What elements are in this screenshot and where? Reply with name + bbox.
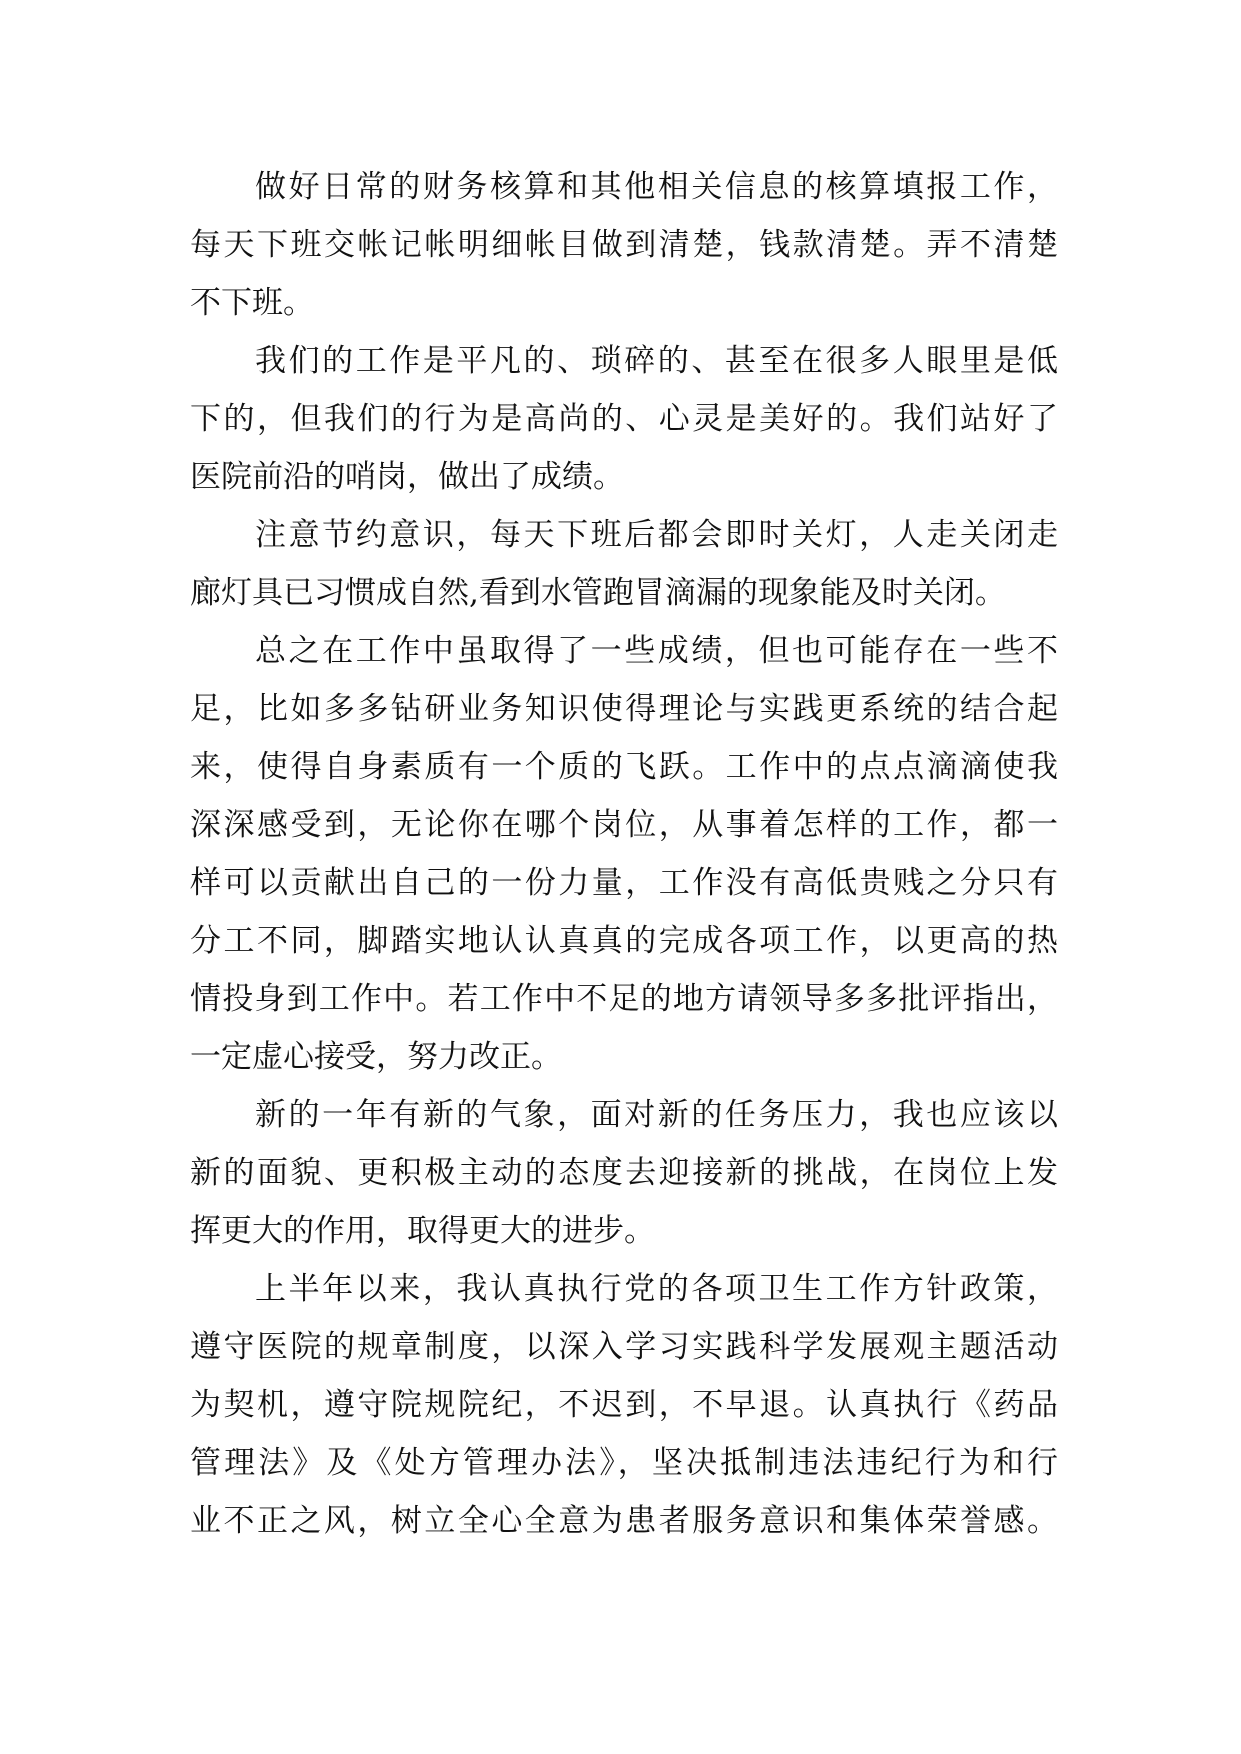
paragraph-line: 注意节约意识，每天下班后都会即时关灯，人走关闭走 <box>255 517 1058 553</box>
paragraph-line: 新的一年有新的气象，面对新的任务压力，我也应该以 <box>255 1097 1058 1133</box>
paragraph-line: 上半年以来，我认真执行党的各项卫生工作方针政策， <box>255 1271 1058 1307</box>
document-body <box>190 158 1058 1550</box>
paragraph-line: 样可以贡献出自己的一份力量，工作没有高低贵贱之分只有 <box>190 865 1058 901</box>
paragraph-line: 每天下班交帐记帐明细帐目做到清楚，钱款清楚。弄不清楚 <box>190 227 1058 263</box>
paragraph-line: 为契机，遵守院规院纪，不迟到，不早退。认真执行《药品 <box>190 1387 1058 1423</box>
paragraph-line: 足，比如多多钻研业务知识使得理论与实践更系统的结合起 <box>190 691 1058 727</box>
paragraph-line: 新的面貌、更积极主动的态度去迎接新的挑战，在岗位上发 <box>190 1155 1058 1191</box>
paragraph-line: 挥更大的作用，取得更大的进步。 <box>190 1213 655 1249</box>
paragraph-4 <box>190 622 1058 1086</box>
paragraph-line: 医院前沿的哨岗，做出了成绩。 <box>190 459 624 495</box>
paragraph-2 <box>190 332 1058 506</box>
paragraph-line: 遵守医院的规章制度，以深入学习实践科学发展观主题活动 <box>190 1329 1058 1365</box>
paragraph-5 <box>190 1086 1058 1260</box>
paragraph-line: 业不正之风，树立全心全意为患者服务意识和集体荣誉感。 <box>190 1503 1058 1539</box>
paragraph-6 <box>190 1260 1058 1550</box>
paragraph-line: 来，使得自身素质有一个质的飞跃。工作中的点点滴滴使我 <box>190 749 1058 785</box>
paragraph-3 <box>190 506 1058 622</box>
paragraph-line: 深深感受到，无论你在哪个岗位，从事着怎样的工作，都一 <box>190 807 1058 843</box>
paragraph-line: 一定虚心接受，努力改正。 <box>190 1039 562 1075</box>
paragraph-line: 下的，但我们的行为是高尚的、心灵是美好的。我们站好了 <box>190 401 1058 437</box>
paragraph-line: 总之在工作中虽取得了一些成绩，但也可能存在一些不 <box>255 633 1058 669</box>
paragraph-line: 我们的工作是平凡的、琐碎的、甚至在很多人眼里是低 <box>255 343 1058 379</box>
paragraph-line: 分工不同，脚踏实地认认真真的完成各项工作，以更高的热 <box>190 923 1058 959</box>
paragraph-line: 不下班。 <box>190 285 314 321</box>
paragraph-line: 情投身到工作中。若工作中不足的地方请领导多多批评指出， <box>190 981 1058 1017</box>
paragraph-line: 做好日常的财务核算和其他相关信息的核算填报工作， <box>255 169 1058 205</box>
paragraph-line: 廊灯具已习惯成自然,看到水管跑冒滴漏的现象能及时关闭。 <box>190 575 1006 611</box>
paragraph-1 <box>190 158 1058 332</box>
paragraph-line: 管理法》及《处方管理办法》，坚决抵制违法违纪行为和行 <box>190 1445 1058 1481</box>
